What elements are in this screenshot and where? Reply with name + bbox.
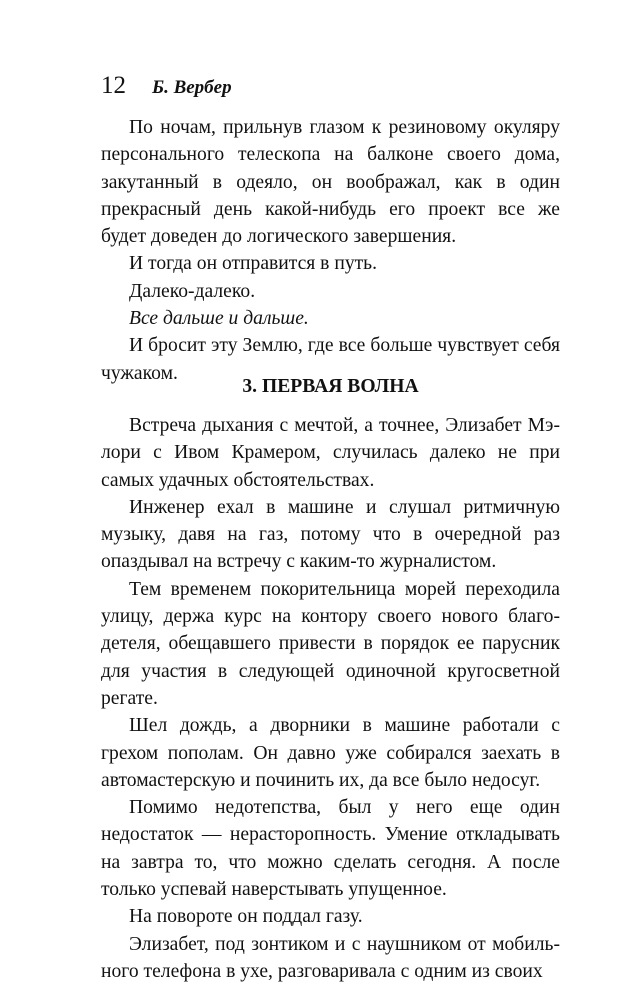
chapter-text [101,412,560,985]
paragraph: Шел дождь, а дворники в машине работали с грехом пополам. Он давно уже собирался заехать в автомастерскую и починить их, да все было недосуг. [101,715,560,791]
section-top-text [101,114,560,387]
paragraph: Далеко-далеко. [129,280,256,302]
paragraph: Инженер ехал в машине и слушал ритмичную музыку, давя на газ, потому что в очередной раз опаздывал на встречу с каким-то журналистом. [101,496,560,573]
paragraph: На повороте он поддал газу. [129,906,363,928]
paragraph: По ночам, прильнув глазом к резиновому окуляру персонального телескопа на балконе своего дома, закутанный в одеяло, он воображал, как в один прекрасный день какой-нибудь его проект все же будет доведен до логического завершения. [101,117,560,248]
paragraph-italic: Все дальше и дальше. [129,308,309,330]
paragraph: Элизабет, под зонтиком и с наушником от мобильного телефона в ухе, разговаривала с одним из своих [101,933,560,982]
paragraph: Тем временем покорительница морей переходила улицу, держа курс на контору своего нового благодетеля, обещавшего привести в порядок ее парусник для участия в следующей одиночной кругосветной регате. [101,578,560,709]
page-number: 12 [101,72,126,99]
paragraph: И тогда он отправится в путь. [129,253,378,275]
paragraph: И бросит эту Землю, где все больше чувствует себя чужаком. [101,335,560,384]
paragraph: Встреча дыхания с мечтой, а точнее, Элизабет Мэлори с Ивом Крамером, случилась далеко не при самых удачных обстоятельствах. [101,415,560,491]
running-title: Б. Вербер [152,77,232,98]
page-header [101,72,232,102]
paragraph: Помимо недотепства, был у него еще один недостаток — нерасторопность. Умение откладывать на завтра то, что можно сделать сегодня. А после только успевай наверстывать упущенное. [101,797,560,901]
chapter-heading: 3. ПЕРВАЯ ВОЛНА [242,376,419,397]
